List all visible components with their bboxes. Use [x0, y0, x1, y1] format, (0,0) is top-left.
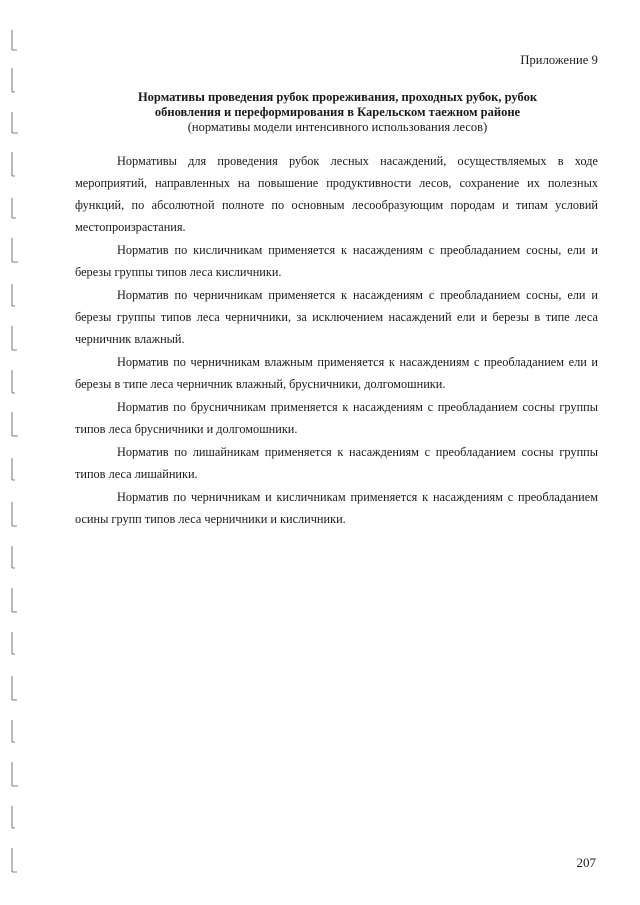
- appendix-label: Приложение 9: [520, 53, 598, 67]
- page-number: 207: [576, 855, 596, 870]
- title-line-1: Нормативы проведения рубок прореживания, проходных рубок, рубок: [137, 90, 538, 104]
- paragraph-intro: Нормативы для проведения рубок лесных насаждений, осуществляемых в ходе мероприятий, направленных на повышение продуктивности лесов, сохранение их полезных функций, по абсолютной полноте по основным лесообразующим породам и типам условий местопроизрастания.: [75, 154, 598, 234]
- paragraph-kislichniki: Норматив по кисличникам применяется к насаждениям с преобладанием сосны, ели и березы группы типов леса кисличники.: [75, 243, 598, 279]
- paragraph-chernichniki: Норматив по черничникам применяется к насаждениям с преобладанием сосны, ели и березы группы типов леса черничники, за исключением насаждений ели и березы в типе леса черничник влажный.: [75, 288, 598, 346]
- document-body: [75, 150, 598, 531]
- binding-edge-marks: [0, 0, 28, 905]
- paragraph-chernichniki-kislichniki: Норматив по черничникам и кисличникам применяется к насаждениям с преобладанием осины групп типов леса черничники и кисличники.: [75, 490, 598, 526]
- title-subtitle: (нормативы модели интенсивного использования лесов): [187, 120, 488, 134]
- title-line-2: обновления и переформирования в Карельском таежном районе: [154, 105, 521, 119]
- paragraph-chernichniki-vlazhnye: Норматив по черничникам влажным применяется к насаждениям с преобладанием ели и березы в типе леса черничник влажный, брусничники, долгомошники.: [75, 355, 598, 391]
- paragraph-brusnichniki: Норматив по брусничникам применяется к насаждениям с преобладанием сосны группы типов леса брусничники и долгомошники.: [75, 400, 598, 436]
- paragraph-lishainiki: Норматив по лишайникам применяется к насаждениям с преобладанием сосны группы типов леса лишайники.: [75, 445, 598, 481]
- document-title: [75, 90, 600, 135]
